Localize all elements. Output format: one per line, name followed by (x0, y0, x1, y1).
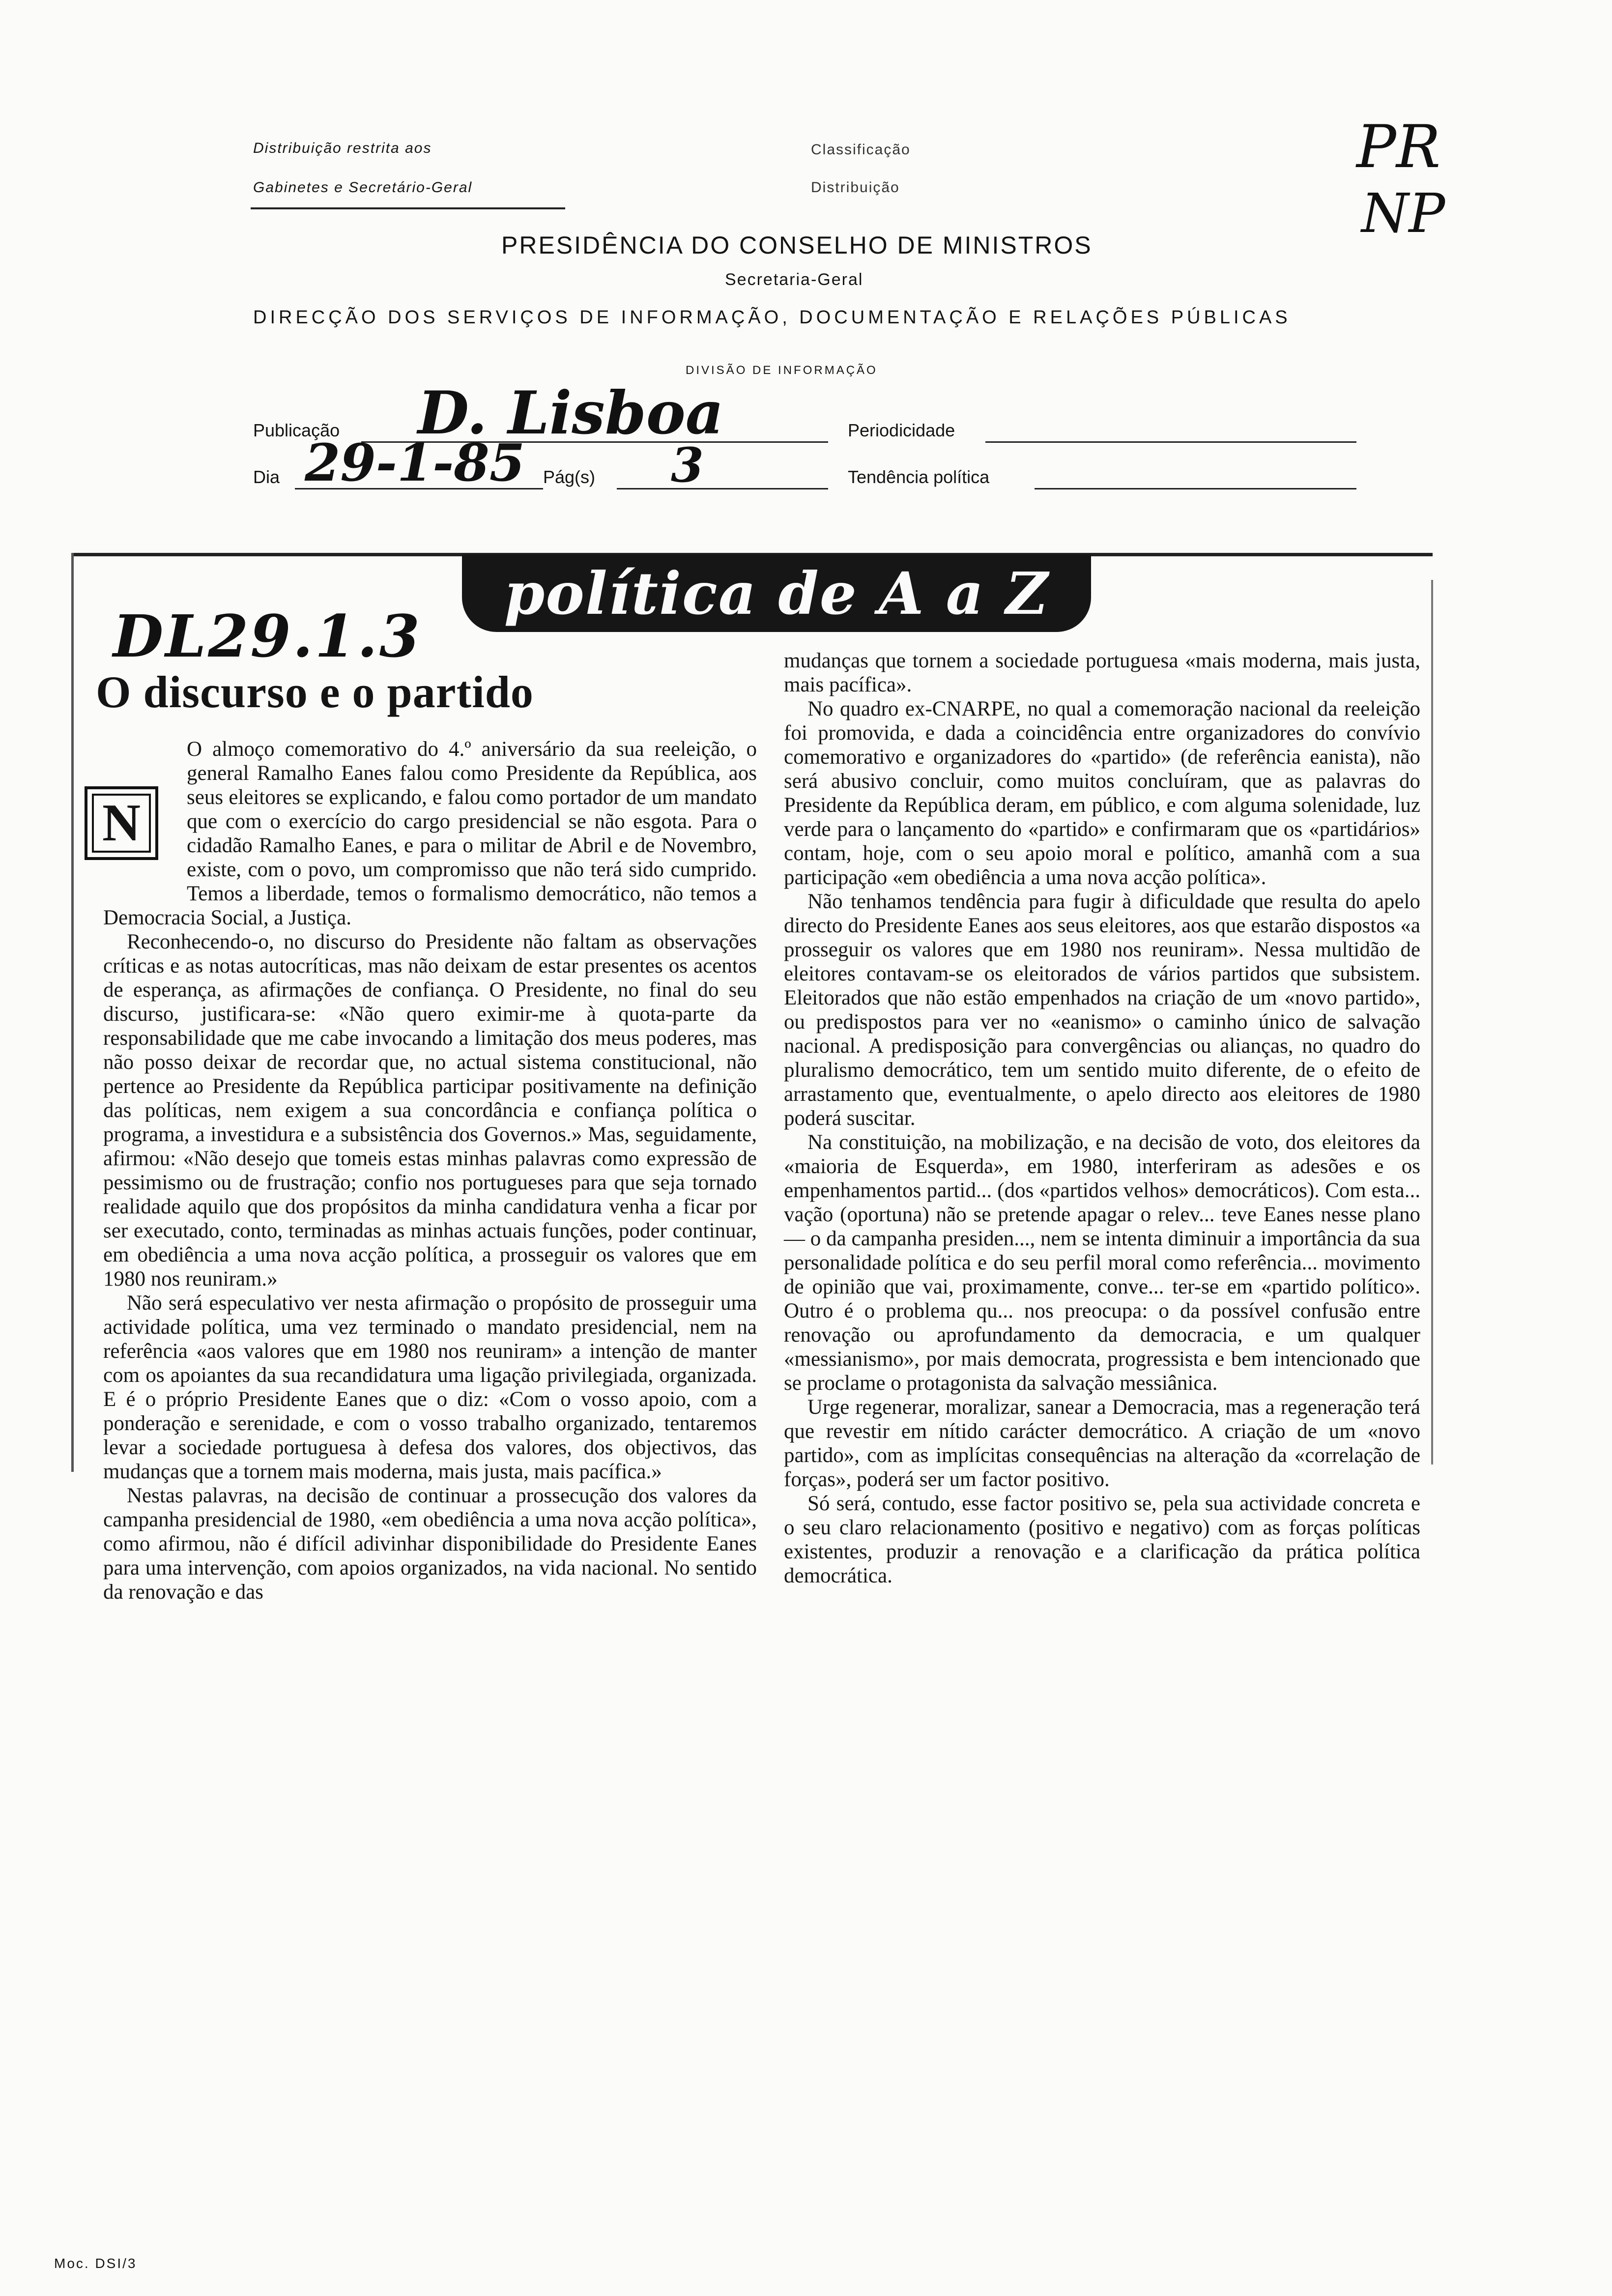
article-column-2 (784, 649, 1420, 1588)
column2-paragraph: Na constituição, na mobilização, e na decisão de voto, dos eleitores da «maioria de Esquerda», em 1980, interferiram as adesões e os empenhamentos partid... (dos «partidos velhos» democráticos). Com esta... vação (oportuna) não se pretende apagar o relev... teve Eanes nesse plano — o da campanha presiden..., nem se intenta diminuir a importância da sua personalidade política e do seu perfil moral como referência... movimento de opinião que vai, proximamente, conve... ter-se em «partido político». Outro é o problema qu... nos preocupa: o da possível confusão entre renovação ou aprofundamento da democracia, e um qualquer «messianismo», por mais democrata, progressista e bem intencionado que se proclame o protagonista da salvação messiânica. (784, 1131, 1420, 1395)
periodicity-label: Periodicidade (848, 420, 955, 440)
division-title: DIVISÃO DE INFORMAÇÃO (686, 364, 878, 377)
section-banner-title: política de A a Z (504, 559, 1049, 628)
institution-title: PRESIDÊNCIA DO CONSELHO DE MINISTROS (501, 231, 1093, 259)
column1-paragraph: O almoço comemorativo do 4.º aniversário da sua reeleição, o general Ramalho Eanes falou como Presidente da República, aos seus eleitores se explicando, e falou como portador de um mandato que com o exercício do cargo presidencial se não esgota. Para o cidadão Ramalho Eanes, e para o militar de Abril e de Novembro, existe, com o povo, um compromisso que não terá sido cumprido. Temos a liberdade, temos o formalismo democrático, não temos a Democracia Social, a Justiça. (103, 738, 757, 929)
clipping-left-edge (71, 553, 74, 1472)
column2-paragraph: Não tenhamos tendência para fugir à dificuldade que resulta do apelo directo do Presidente Eanes aos seus eleitores, aos que estarão dispostos «a prosseguir os valores que em 1980 nos reuniram». Nessa multidão de eleitores contavam-se os eleitorados de vários partidos que subsistem. Eleitorados que não estão empenhados na criação de um «novo partido», ou predispostos para ver no «eanismo» o caminho único de salvação nacional. A predisposição para convergências ou alianças, no quadro do pluralismo democrático, tem um sentido muito diferente, de o efeito de arrastamento que, eventualmente, o apelo directo aos eleitores de 1980 poderá suscitar. (784, 890, 1420, 1130)
tendency-line (1035, 488, 1356, 489)
column1-paragraph: Não será especulativo ver nesta afirmação o propósito de prosseguir uma actividade política, uma vez terminado o mandato presidencial, nem na referência «aos valores que em 1980 nos reuniram» a intenção de manter com os apoiantes da sua recandidatura uma ligação privilegiada, organizada. E é o próprio Presidente Eanes que o diz: «Com o vosso apoio, com a ponderação e serenidade, e com o vosso trabalho organizado, tentaremos levar a sociedade portuguesa à defesa dos valores, dos objectivos, das mudanças que a tornem mais moderna, mais justa, mais pacífica.» (103, 1292, 757, 1483)
day-value-handwritten: 29-1-85 (305, 432, 525, 493)
pages-label: Pág(s) (543, 467, 596, 487)
dropcap-letter: N (92, 794, 151, 853)
headline: O discurso e o partido (96, 667, 534, 717)
article-column-1 (103, 737, 757, 1604)
column2-paragraph: Só será, contudo, esse factor positivo se, pela sua actividade concreta e o seu claro relacionamento (positivo e negativo) com as forças políticas existentes, produzir a renovação e a clarificação da prática política democrática. (784, 1492, 1420, 1587)
classification-label: Classificação (811, 142, 911, 158)
publication-label: Publicação (253, 420, 340, 440)
dropcap-spacer (103, 737, 187, 894)
handwritten-reference: DL29.1.3 (113, 602, 422, 670)
day-label: Dia (253, 467, 280, 487)
secretariat-title: Secretaria-Geral (725, 270, 864, 289)
section-banner (462, 554, 1091, 632)
clipping-right-edge (1431, 580, 1433, 1464)
distribution-line-1: Distribuição restrita aos (253, 140, 432, 156)
column2-paragraph: mudanças que tornem a sociedade portuguesa «mais moderna, mais justa, mais pacífica». (784, 649, 1420, 696)
distribution-line-2: Gabinetes e Secretário-Geral (253, 179, 473, 196)
column2-paragraph: No quadro ex-CNARPE, no qual a comemoração nacional da reeleição foi promovida, e dada a coincidência entre organizadores do convívio comemorativo e organizadores do «partido» (de referência eanista), não será abusivo concluir, como muitos concluíram, que as palavras do Presidente da República deram, em público, e com alguma solenidade, luz verde para o lançamento do «partido» e confirmaram que os «partidários» contam, hoje, com o seu apoio moral e político, amanhã com a sua participação «em obediência a uma nova acção política». (784, 697, 1420, 889)
handwritten-mark-top: PR (1356, 113, 1441, 181)
column1-paragraph: Reconhecendo-o, no discurso do Presidente não faltam as observações críticas e as notas autocríticas, mas não deixam de estar presentes os acentos de esperança, as afirmações de confiança. O Presidente, no final do seu discurso, justificara-se: «Não quero eximir-me à quota-parte da responsabilidade que me cabe invocando a limitação dos meus poderes, mas não posso deixar de recordar que, no actual sistema constitucional, não pertence ao Presidente da República participar positivamente na definição das políticas, nem exigem a sua concordância e confiança política o programa, a investidura e a subsistência dos Governos.» Mas, seguidamente, afirmou: «Não desejo que tomeis estas minhas palavras como expressão de pessimismo ou de frustração; confio nos portugueses para que seja tornado realidade aquilo que dos propósitos da minha candidatura venha a ficar por ser executado, conto, terminadas as minhas actuais funções, poder continuar, em obediência a uma nova acção política, a prosseguir os valores que em 1980 nos reuniram.» (103, 930, 757, 1291)
publication-value-handwritten: D. Lisboa (418, 378, 724, 448)
periodicity-line (985, 441, 1356, 443)
column1-paragraph: Nestas palavras, na decisão de continuar a prossecução dos valores da campanha presidencial de 1980, «em obediência a uma nova acção política», como afirmou, não é difícil adivinhar disponibilidade do Presidente Eanes para uma intervenção, com apoios organizados, na vida nacional. No sentido da renovação e das (103, 1484, 757, 1604)
pages-line (617, 488, 828, 489)
distribution-underline (251, 207, 565, 209)
pages-value-handwritten: 3 (671, 437, 704, 493)
directorate-title: DIRECÇÃO DOS SERVIÇOS DE INFORMAÇÃO, DOCUMENTAÇÃO E RELAÇÕES PÚBLICAS (253, 307, 1291, 328)
distribution-label: Distribuição (811, 179, 900, 196)
form-code: Moc. DSI/3 (54, 2256, 137, 2271)
handwritten-mark-bottom: NP (1361, 182, 1445, 245)
column2-paragraph: Urge regenerar, moralizar, sanear a Democracia, mas a regeneração terá que revestir em nítido carácter democrático. A criação de um «novo partido», com as implícitas consequências na alteração da «correlação de forças», poderá ser um factor positivo. (784, 1396, 1420, 1491)
tendency-label: Tendência política (848, 467, 990, 487)
